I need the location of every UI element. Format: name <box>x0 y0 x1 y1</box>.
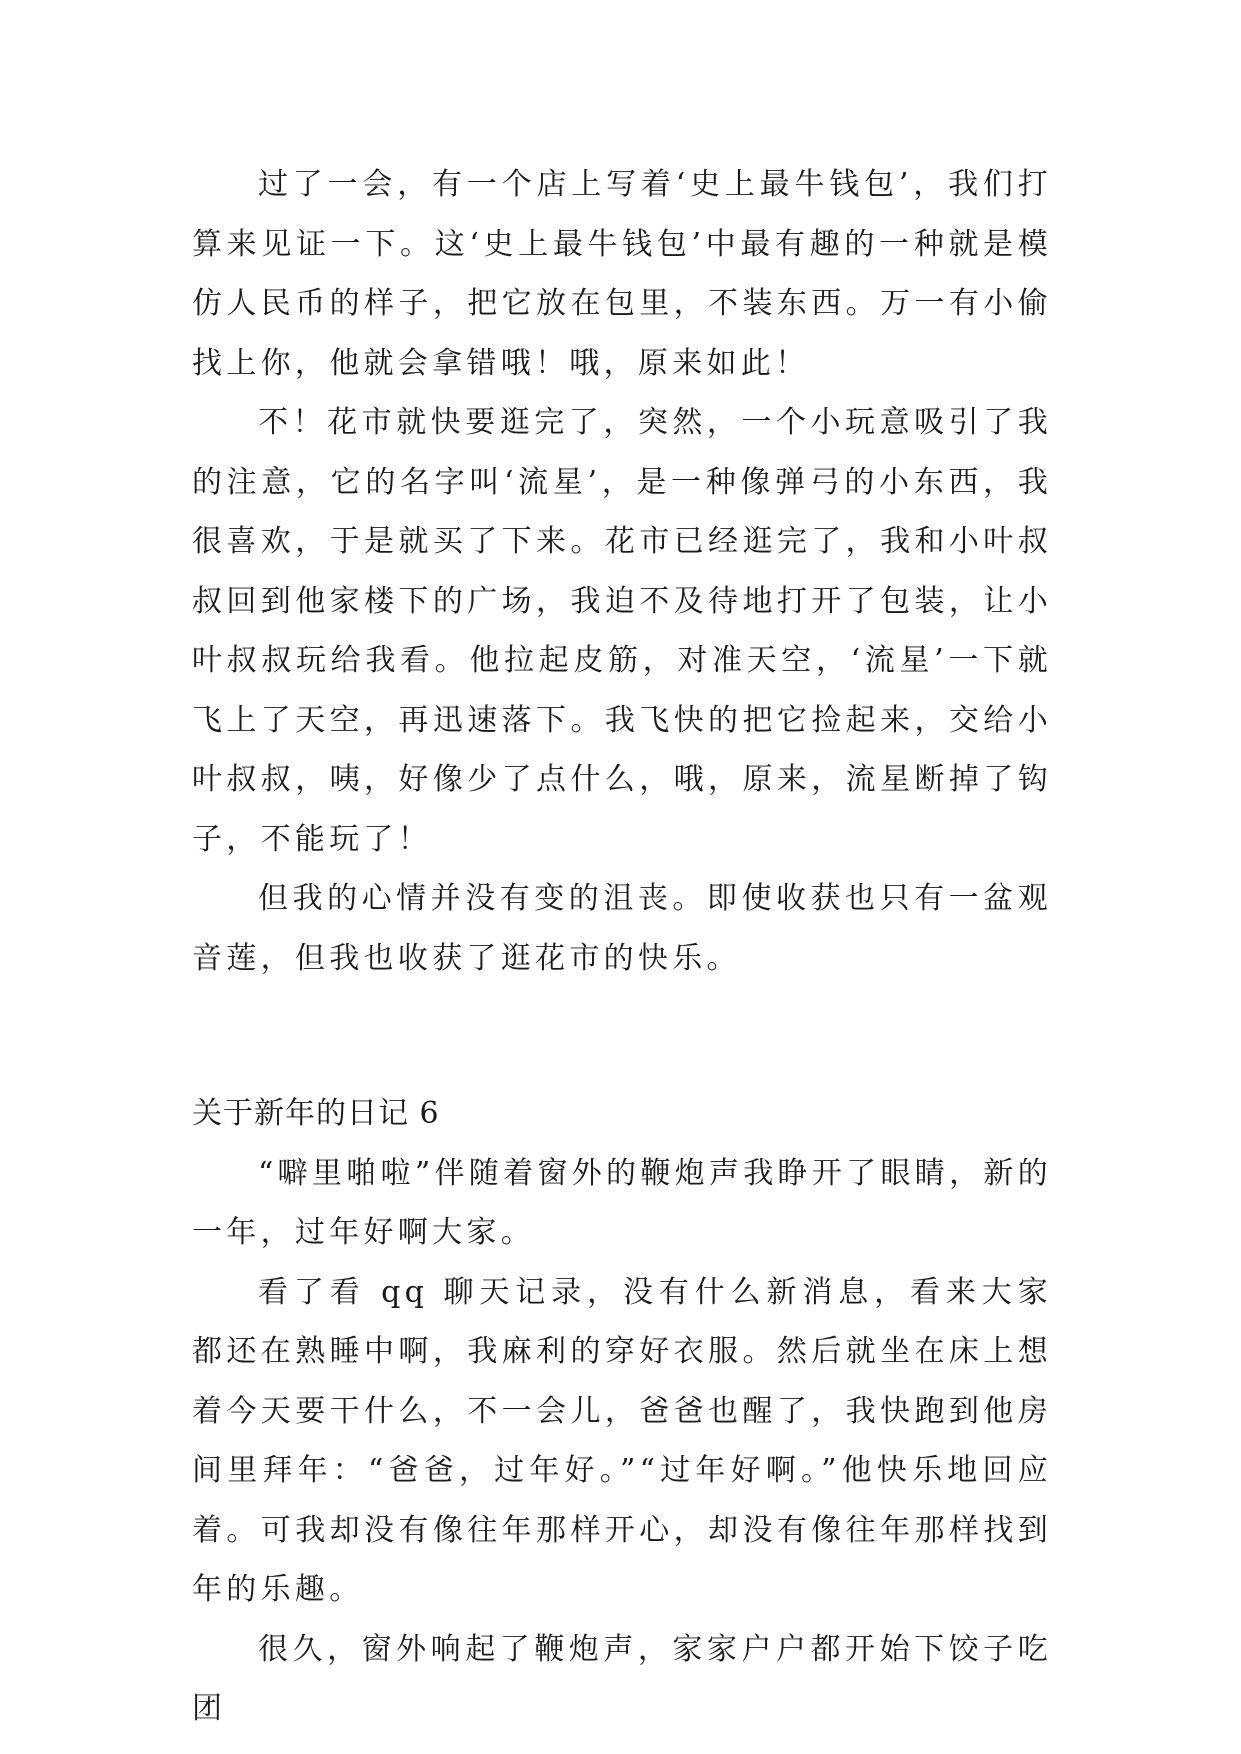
section-title: 关于新年的日记 6 <box>192 1096 440 1131</box>
document-body <box>192 155 1052 1739</box>
paragraph-mood: 但我的心情并没有变的沮丧。即使收获也只有一盆观音莲，但我也收获了逛花市的快乐。 <box>192 881 1052 976</box>
paragraph-meteor-toy: 不！花市就快要逛完了，突然，一个小玩意吸引了我的注意，它的名字叫‘流星’，是一种像弹弓的小东西，我很喜欢，于是就买了下来。花市已经逛完了，我和小叶叔叔回到他家楼下的广场，我迫不及待地打开了包装，让小叶叔叔玩给我看。他拉起皮筋，对准天空，‘流星’一下就飞上了天空，再迅速落下。我飞快的把它捡起来，交给小叶叔叔，咦，好像少了点什么，哦，原来，流星断掉了钩子，不能玩了！ <box>192 405 1052 857</box>
paragraph-dumplings: 很久，窗外响起了鞭炮声，家家户户都开始下饺子吃团 <box>192 1631 1052 1726</box>
paragraph-morning: 看了看 qq 聊天记录，没有什么新消息，看来大家都还在熟睡中啊，我麻利的穿好衣服。然后就坐在床上想着今天要干什么，不一会儿，爸爸也醒了，我快跑到他房间里拜年：“爸爸，过年好。”“过年好啊。”他快乐地回应着。可我却没有像往年那样开心，却没有像往年那样找到年的乐趣。 <box>192 1274 1052 1607</box>
paragraph-firecrackers: “噼里啪啦”伴随着窗外的鞭炮声我睁开了眼睛，新的一年，过年好啊大家。 <box>192 1155 1052 1250</box>
paragraph-wallet: 过了一会，有一个店上写着‘史上最牛钱包’，我们打算来见证一下。这‘史上最牛钱包’中最有趣的一种就是模仿人民币的样子，把它放在包里，不装东西。万一有小偷找上你，他就会拿错哦！哦，原来如此！ <box>192 167 1052 381</box>
